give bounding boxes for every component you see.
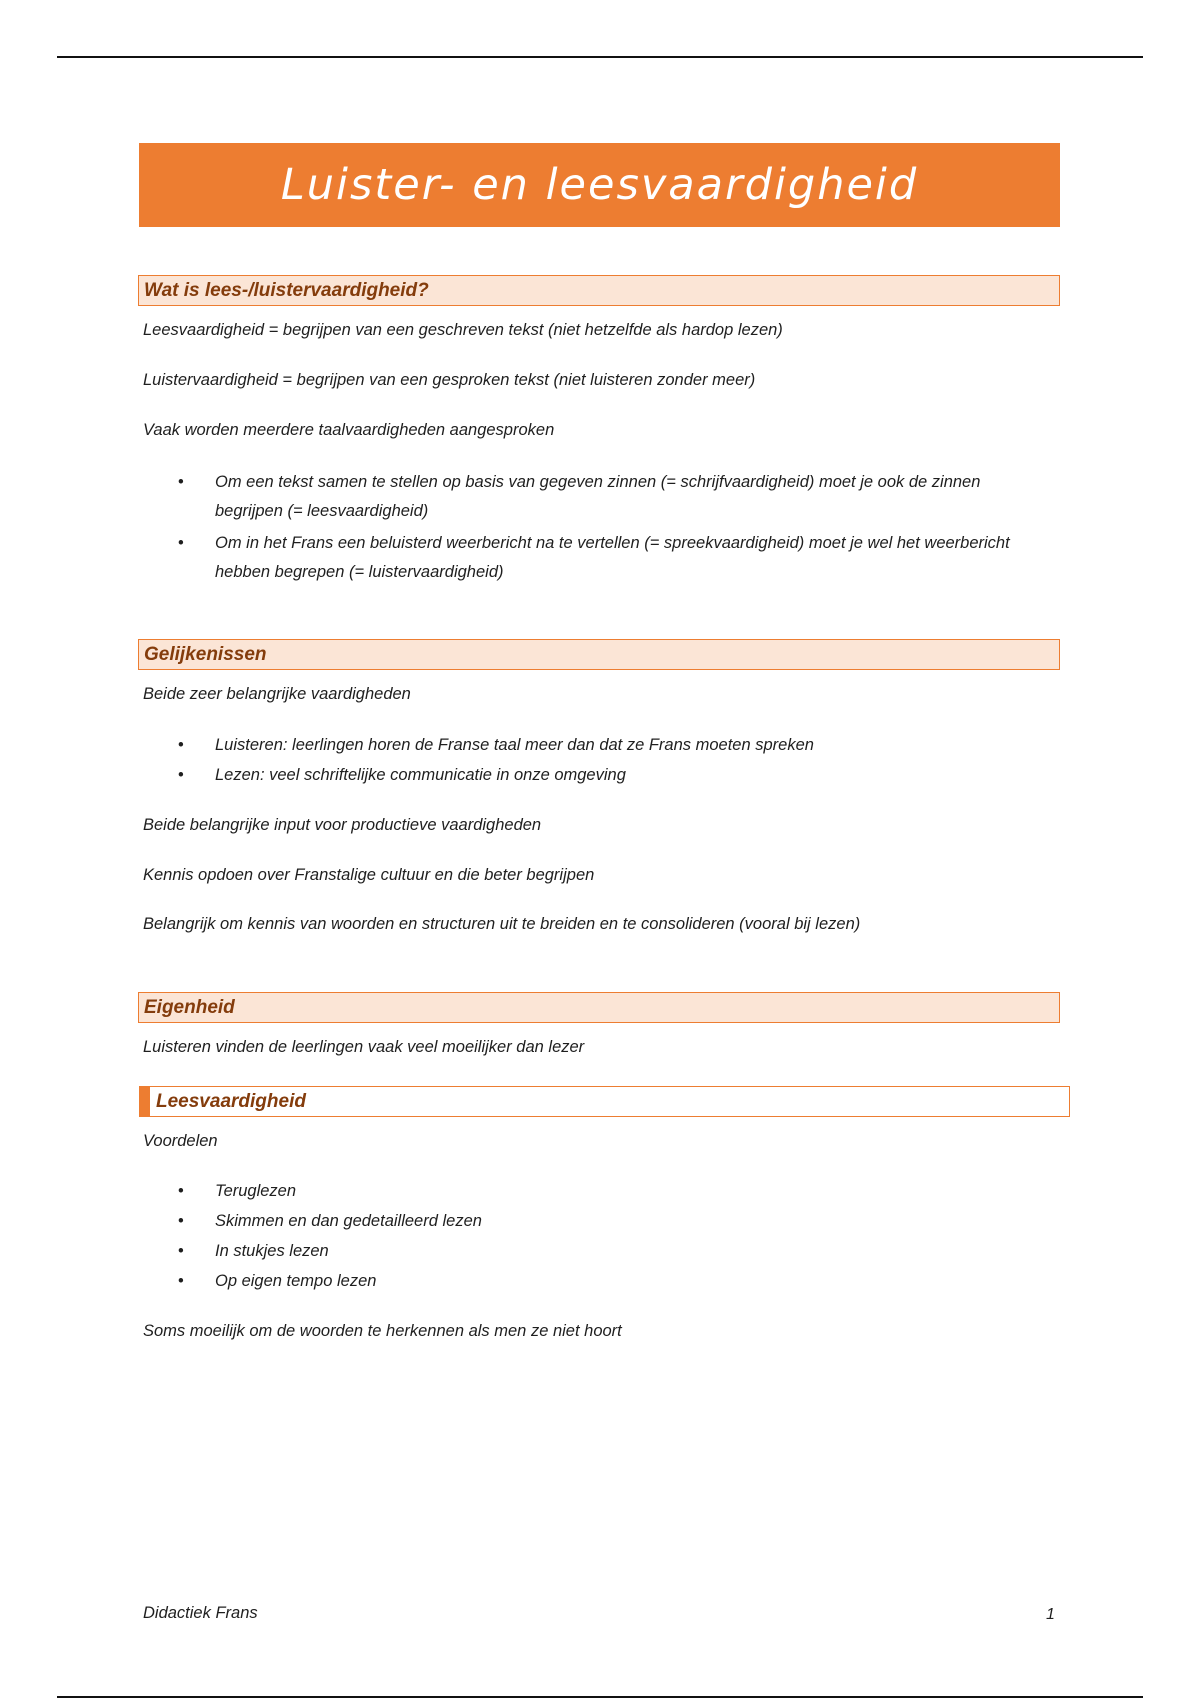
- subsection-heading-label: Leesvaardigheid: [156, 1090, 306, 1112]
- paragraph: Soms moeilijk om de woorden te herkennen als men ze niet hoort: [143, 1322, 622, 1340]
- paragraph: Leesvaardigheid = begrijpen van een geschreven tekst (niet hetzelfde als hardop lezen): [143, 321, 783, 339]
- bullet-icon: •: [178, 736, 184, 754]
- footer-rule: [57, 1696, 1143, 1698]
- header-rule: [57, 56, 1143, 58]
- list-item: • Op eigen tempo lezen: [178, 1267, 1018, 1296]
- page-number: 1: [1046, 1606, 1055, 1623]
- bullet-icon: •: [178, 1242, 184, 1260]
- list-item: • In stukjes lezen: [178, 1237, 1018, 1266]
- footer-course-name: Didactiek Frans: [143, 1604, 258, 1622]
- list-item: • Om in het Frans een beluisterd weerbericht na te vertellen (= spreekvaardigheid) moet je wel het weerbericht hebben begrepen (= luistervaardigheid): [178, 529, 1018, 587]
- subsection-heading-leesvaardigheid: [139, 1086, 1070, 1117]
- bullet-icon: •: [178, 766, 184, 784]
- list-item: • Teruglezen: [178, 1177, 1018, 1206]
- paragraph: Beide zeer belangrijke vaardigheden: [143, 685, 411, 703]
- bullet-icon: •: [178, 1212, 184, 1230]
- section-heading-label: Eigenheid: [144, 996, 235, 1018]
- paragraph: Belangrijk om kennis van woorden en structuren uit te breiden en te consolideren (vooral bij lezen): [143, 915, 861, 933]
- section-heading-label: Wat is lees-/luistervaardigheid?: [144, 279, 429, 301]
- bullet-icon: •: [178, 1182, 184, 1200]
- title-banner: [139, 143, 1060, 227]
- section-heading-what-is: [138, 275, 1060, 306]
- paragraph: Luisteren vinden de leerlingen vaak veel moeilijker dan lezer: [143, 1038, 585, 1056]
- list-item: • Skimmen en dan gedetailleerd lezen: [178, 1207, 1018, 1236]
- section-heading-gelijkenissen: [138, 639, 1060, 670]
- list-item: • Lezen: veel schriftelijke communicatie in onze omgeving: [178, 761, 1018, 790]
- bullet-icon: •: [178, 473, 184, 491]
- bullet-icon: •: [178, 534, 184, 552]
- page-title: Luister- en leesvaardigheid: [280, 160, 919, 210]
- paragraph: Vaak worden meerdere taalvaardigheden aangesproken: [143, 421, 555, 439]
- bullet-icon: •: [178, 1272, 184, 1290]
- paragraph: Kennis opdoen over Franstalige cultuur en die beter begrijpen: [143, 866, 595, 884]
- list-item: • Luisteren: leerlingen horen de Franse taal meer dan dat ze Frans moeten spreken: [178, 731, 1018, 760]
- list-item: • Om een tekst samen te stellen op basis van gegeven zinnen (= schrijfvaardigheid) moet je ook de zinnen begrijpen (= leesvaardigheid): [178, 468, 1018, 526]
- paragraph: Luistervaardigheid = begrijpen van een gesproken tekst (niet luisteren zonder meer): [143, 371, 756, 389]
- paragraph: Voordelen: [143, 1132, 218, 1150]
- section-heading-label: Gelijkenissen: [144, 643, 267, 665]
- paragraph: Beide belangrijke input voor productieve vaardigheden: [143, 816, 542, 834]
- section-heading-eigenheid: [138, 992, 1060, 1023]
